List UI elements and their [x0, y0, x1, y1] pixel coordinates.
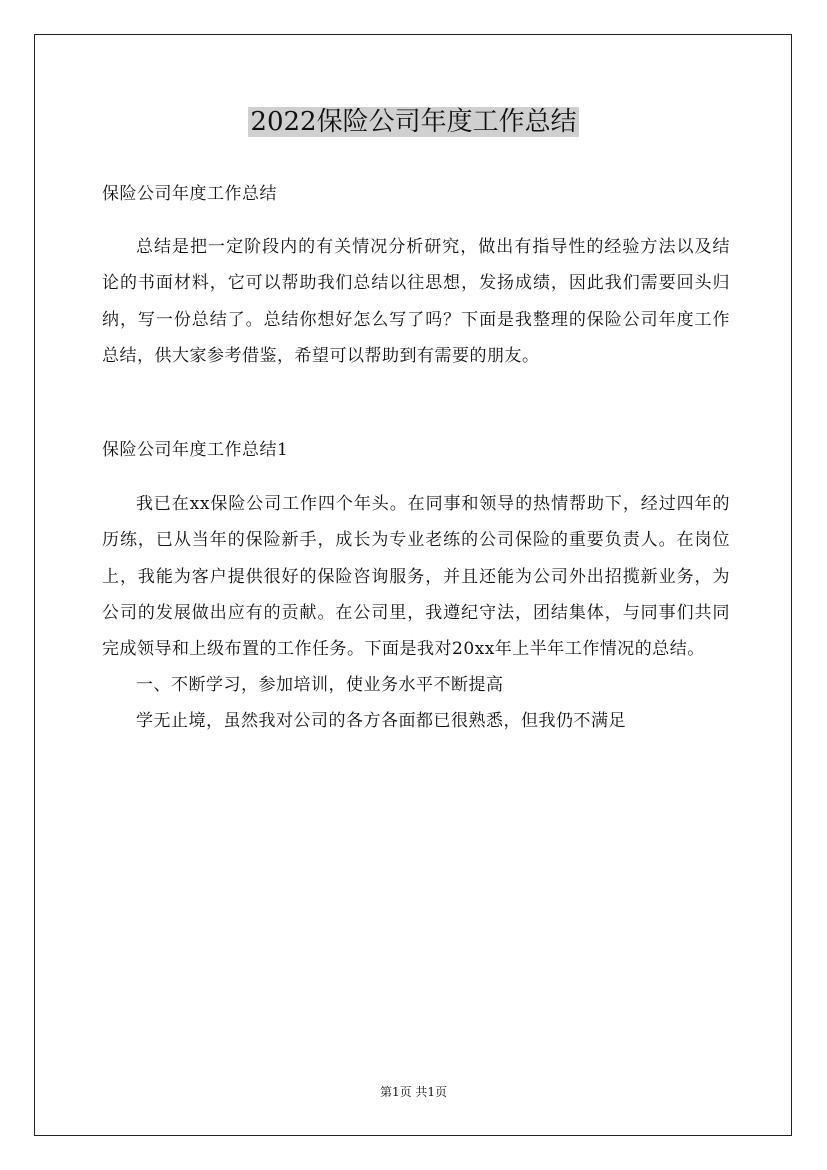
document-subtitle: 保险公司年度工作总结 [102, 184, 277, 204]
point-heading: 一、不断学习，参加培训，使业务水平不断提高 [136, 675, 504, 696]
document-body [102, 176, 730, 740]
page-footer: 第1页 共1页 [379, 1085, 448, 1099]
section-heading: 保险公司年度工作总结1 [102, 440, 289, 461]
document-title-text: 2022保险公司年度工作总结 [250, 107, 577, 137]
intro-paragraph: 总结是把一定阶段内的有关情况分析研究，做出有指导性的经验方法以及结论的书面材料，它可以帮助我们总结以往思想，发扬成绩，因此我们需要回头归纳，写一份总结了。总结你想好怎么写了吗？下面是我整理的保险公司年度工作总结，供大家参考借鉴，希望可以帮助到有需要的朋友。 [102, 237, 730, 366]
body-paragraph-continued: 学无止境，虽然我对公司的各方各面都已很熟悉，但我仍不满足 [136, 711, 626, 732]
body-paragraph: 我已在xx保险公司工作四个年头。在同事和领导的热情帮助下，经过四年的历练，已从当年的保险新手，成长为专业老练的公司保险的重要负责人。在岗位上，我能为客户提供很好的保险咨询服务，并且还能为公司外出招揽新业务，为公司的发展做出应有的贡献。在公司里，我遵纪守法，团结集体，与同事们共同完成领导和上级布置的工作任务。下面是我对20xx年上半年工作情况的总结。 [102, 494, 730, 660]
document-title [0, 102, 827, 142]
